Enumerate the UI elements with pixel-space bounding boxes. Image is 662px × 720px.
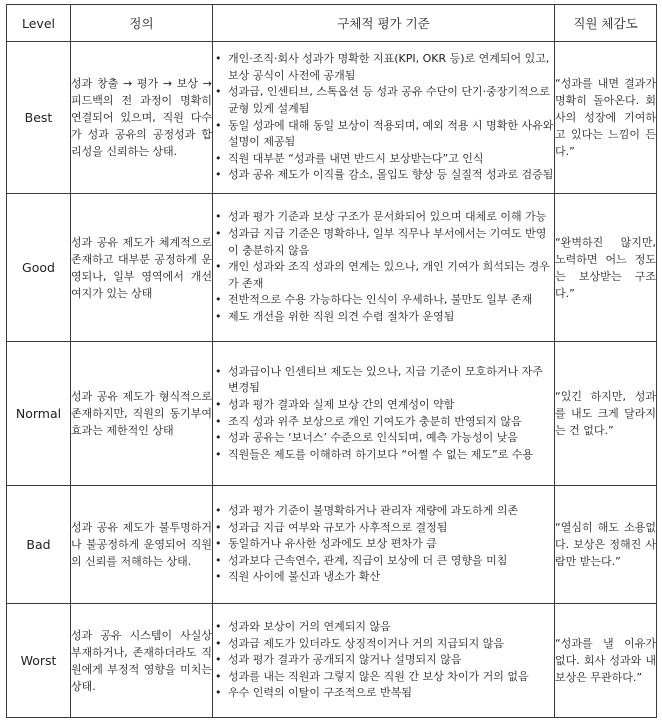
criteria-item: • 성과급, 인센티브, 스톡옵션 등 성과 공유 수단이 단기·중장기적으로 균형 있게 설계됨 xyxy=(213,84,554,117)
definition-cell: 성과 공유 제도가 체계적으로 존재하고 대부분 공정하게 운영되나, 일부 영역에서 개선 여지가 있는 상태 xyxy=(71,194,213,342)
criteria-item: • 성과보다 근속연수, 관계, 직급이 보상에 더 큰 영향을 미침 xyxy=(213,553,554,570)
criteria-item: • 성과 평가 기준과 보상 구조가 문서화되어 있으며 대체로 이해 가능 xyxy=(213,209,554,226)
criteria-list xyxy=(213,619,554,702)
header-definition: 정의 xyxy=(71,5,213,42)
table-row xyxy=(7,486,657,604)
criteria-item: • 성과급 지급 여부와 규모가 사후적으로 결정됨 xyxy=(213,520,554,537)
criteria-list xyxy=(213,209,554,325)
header-employee-feel: 직원 체감도 xyxy=(555,5,657,42)
header-row xyxy=(7,5,657,42)
table-row xyxy=(7,342,657,486)
criteria-item: • 성과 평가 결과와 실제 보상 간의 연계성이 약함 xyxy=(213,397,554,414)
criteria-item: • 성과급 제도가 있더라도 상징적이거나 거의 지급되지 않음 xyxy=(213,636,554,653)
definition-cell: 성과 공유 제도가 불투명하거나 불공정하게 운영되어 직원의 신뢰를 저해하는 상태. xyxy=(71,486,213,604)
table-row xyxy=(7,604,657,718)
definition-cell: 성과 공유 시스템이 사실상 부재하거나, 존재하더라도 직원에게 부정적 영향을 미치는 상태. xyxy=(71,604,213,718)
header-criteria: 구체적 평가 기준 xyxy=(213,5,555,42)
criteria-cell xyxy=(213,42,555,194)
criteria-cell xyxy=(213,342,555,486)
criteria-item: • 직원 사이에 불신과 냉소가 확산 xyxy=(213,569,554,586)
level-cell: Good xyxy=(7,194,71,342)
criteria-item: • 성과를 내는 직원과 그렇지 않은 직원 간 보상 차이가 거의 없음 xyxy=(213,669,554,686)
criteria-item: • 직원 대부분 “성과를 내면 반드시 보상받는다”고 인식 xyxy=(213,151,554,168)
criteria-item: • 조직 성과 위주 보상으로 개인 기여도가 충분히 반영되지 않음 xyxy=(213,414,554,431)
criteria-item: • 동일 성과에 대해 동일 보상이 적용되며, 예외 적용 시 명확한 사유와 설명이 제공됨 xyxy=(213,118,554,151)
definition-cell: 성과 공유 제도가 형식적으로 존재하지만, 직원의 동기부여 효과는 제한적인 상태 xyxy=(71,342,213,486)
table-body xyxy=(7,42,657,718)
criteria-item: • 동일하거나 유사한 성과에도 보상 편차가 큼 xyxy=(213,536,554,553)
criteria-item: • 개인 성과와 조직 성과의 연계는 있으나, 개인 기여가 희석되는 경우가 존재 xyxy=(213,259,554,292)
criteria-list xyxy=(213,503,554,586)
employee-feel-cell: “성과를 내면 결과가 명확히 돌아온다. 회사의 성장에 기여하고 있다는 느낌이 든다.” xyxy=(555,42,657,194)
criteria-item: • 우수 인력의 이탈이 구조적으로 반복됨 xyxy=(213,685,554,702)
criteria-list xyxy=(213,51,554,184)
employee-feel-cell: “완벽하진 않지만, 노력하면 어느 정도는 보상받는 구조다.” xyxy=(555,194,657,342)
level-cell: Bad xyxy=(7,486,71,604)
criteria-item: • 전반적으로 수용 가능하다는 인식이 우세하나, 불만도 일부 존재 xyxy=(213,292,554,309)
criteria-item: • 성과와 보상이 거의 연계되지 않음 xyxy=(213,619,554,636)
table-row xyxy=(7,42,657,194)
criteria-item: • 직원들은 제도를 이해하려 하기보다 “어쩔 수 없는 제도”로 수용 xyxy=(213,447,554,464)
level-cell: Normal xyxy=(7,342,71,486)
criteria-item: • 성과 평가 기준이 불명확하거나 관리자 재량에 과도하게 의존 xyxy=(213,503,554,520)
criteria-item: • 성과 평가 결과가 공개되지 않거나 설명되지 않음 xyxy=(213,652,554,669)
employee-feel-cell: “성과를 낼 이유가 없다. 회사 성과와 내 보상은 무관하다.” xyxy=(555,604,657,718)
criteria-cell xyxy=(213,486,555,604)
criteria-item: • 성과급이나 인센티브 제도는 있으나, 지급 기준이 모호하거나 자주 변경됨 xyxy=(213,364,554,397)
criteria-item: • 개인·조직·회사 성과가 명확한 지표(KPI, OKR 등)로 연계되어 있고, 보상 공식이 사전에 공개됨 xyxy=(213,51,554,84)
evaluation-table xyxy=(6,4,657,718)
employee-feel-cell: “있긴 하지만, 성과를 내도 크게 달라지는 건 없다.” xyxy=(555,342,657,486)
level-cell: Best xyxy=(7,42,71,194)
criteria-cell xyxy=(213,604,555,718)
criteria-item: • 성과 공유 제도가 이직률 감소, 몰입도 향상 등 실질적 성과로 검증됨 xyxy=(213,167,554,184)
definition-cell: 성과 창출 → 평가 → 보상 → 피드백의 전 과정이 명확히 연결되어 있으며, 직원 다수가 성과 공유의 공정성과 합리성을 신뢰하는 상태. xyxy=(71,42,213,194)
table-header xyxy=(7,5,657,42)
level-cell: Worst xyxy=(7,604,71,718)
criteria-list xyxy=(213,364,554,464)
criteria-item: • 성과급 지급 기준은 명확하나, 일부 직무나 부서에서는 기여도 반영이 충분하지 않음 xyxy=(213,226,554,259)
table-row xyxy=(7,194,657,342)
criteria-item: • 제도 개선을 위한 직원 의견 수렴 절차가 운영됨 xyxy=(213,309,554,326)
criteria-item: • 성과 공유는 ‘보너스’ 수준으로 인식되며, 예측 가능성이 낮음 xyxy=(213,430,554,447)
criteria-cell xyxy=(213,194,555,342)
header-level: Level xyxy=(7,5,71,42)
employee-feel-cell: “열심히 해도 소용없다. 보상은 정해진 사람만 받는다.” xyxy=(555,486,657,604)
